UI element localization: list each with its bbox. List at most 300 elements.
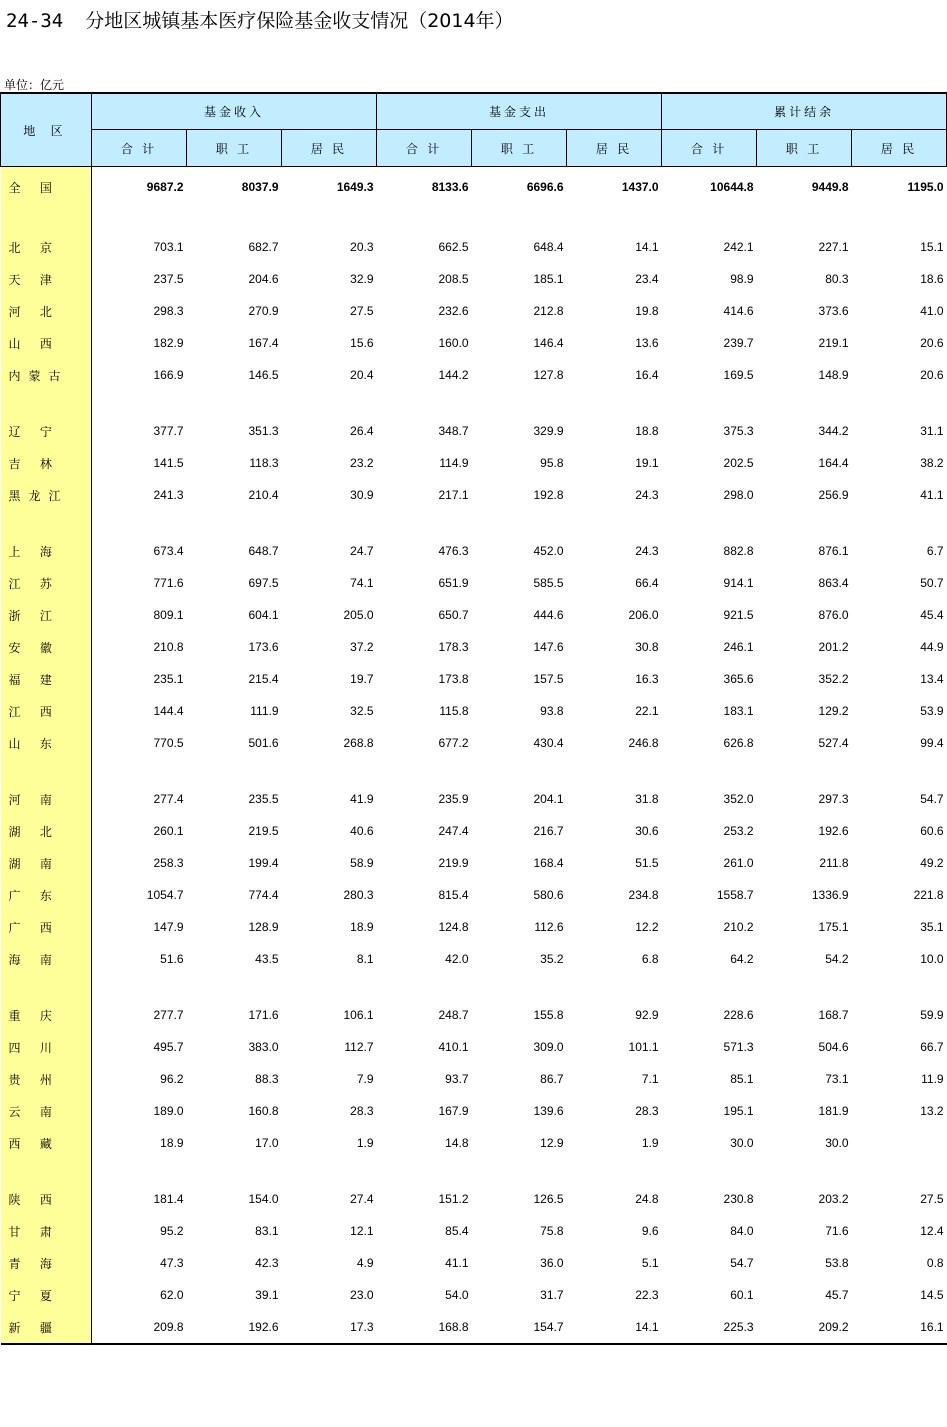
region-cell [1,207,92,231]
value-cell: 199.4 [248,856,279,870]
value-cell: 12.2 [635,920,659,934]
value-cell: 204.1 [533,792,564,806]
value-cell: 28.3 [635,1104,659,1118]
value-cell: 352.2 [818,672,849,686]
value-cell: 1558.7 [716,888,754,902]
value-cell: 23.4 [635,272,659,286]
sub-header: 合 计 [92,130,187,167]
value-cell: 192.6 [818,824,849,838]
value-cell: 651.9 [438,576,469,590]
value-cell: 146.5 [248,368,279,382]
value-cell: 112.6 [534,920,564,934]
value-cell: 54.7 [730,1256,754,1270]
table-row [1,1063,947,1095]
sub-header: 合 计 [377,130,472,167]
value-cell: 234.8 [628,888,659,902]
value-cell: 54.7 [920,792,944,806]
value-cell [852,1127,947,1159]
value-cell: 45.7 [825,1288,849,1302]
page-title [6,6,514,33]
value-cell: 50.7 [920,576,944,590]
value-cell: 35.2 [540,952,564,966]
value-cell [187,207,282,231]
table-row [1,359,947,391]
value-cell: 24.7 [350,544,374,558]
value-cell: 7.1 [641,1072,659,1086]
value-cell: 9449.8 [811,180,849,194]
region-cell: 湖 南 [1,847,92,879]
value-cell: 166.9 [153,368,184,382]
value-cell: 216.7 [533,824,564,838]
value-cell: 1437.0 [621,180,659,194]
value-cell: 39.1 [255,1288,279,1302]
value-cell: 648.7 [248,544,279,558]
value-cell: 662.5 [438,240,469,254]
value-cell [472,759,567,783]
sub-header: 居 民 [852,130,947,167]
table-number: 24-34 [6,10,64,32]
value-cell: 650.7 [438,608,469,622]
value-cell: 246.1 [723,640,754,654]
region-cell: 宁 夏 [1,1279,92,1311]
table-title: 分地区城镇基本医疗保险基金收支情况（2014年） [85,10,514,32]
value-cell [187,759,282,783]
value-cell: 41.9 [350,792,374,806]
value-cell: 6696.6 [526,180,564,194]
value-cell: 256.9 [818,488,849,502]
value-cell: 277.4 [153,792,184,806]
value-cell [662,1159,757,1183]
value-cell: 344.2 [818,424,849,438]
value-cell: 53.8 [825,1256,849,1270]
value-cell: 12.4 [920,1224,944,1238]
value-cell [757,759,852,783]
region-cell: 上 海 [1,535,92,567]
value-cell: 31.8 [635,792,659,806]
value-cell: 27.5 [350,304,374,318]
value-cell [282,759,377,783]
region-cell: 贵 州 [1,1063,92,1095]
value-cell: 227.1 [818,240,849,254]
value-cell: 75.8 [540,1224,564,1238]
value-cell: 147.6 [533,640,564,654]
value-cell: 248.7 [438,1008,469,1022]
value-cell: 501.6 [248,736,279,750]
value-cell: 30.0 [825,1136,849,1150]
region-cell: 四 川 [1,1031,92,1063]
value-cell: 167.4 [248,336,279,350]
value-cell: 17.0 [255,1136,279,1150]
value-cell: 189.0 [153,1104,184,1118]
group-header-expense: 基金支出 [377,93,662,130]
region-cell [1,391,92,415]
value-cell: 210.2 [723,920,754,934]
value-cell [377,1159,472,1183]
value-cell: 9.6 [641,1224,659,1238]
value-cell: 126.5 [533,1192,564,1206]
value-cell: 14.1 [567,1311,662,1344]
value-cell: 235.1 [153,672,184,686]
value-cell: 41.1 [445,1256,469,1270]
value-cell: 219.1 [818,336,849,350]
value-cell: 258.3 [153,856,184,870]
table-row [1,815,947,847]
value-cell [187,391,282,415]
value-cell: 1195.0 [907,180,944,194]
value-cell: 261.0 [723,856,754,870]
value-cell: 280.3 [343,888,374,902]
value-cell [852,207,947,231]
value-cell: 51.6 [160,952,184,966]
value-cell [852,975,947,999]
region-cell: 河 北 [1,295,92,327]
value-cell: 173.8 [438,672,469,686]
value-cell: 124.8 [438,920,469,934]
value-cell: 53.9 [920,704,944,718]
value-cell: 352.0 [723,792,754,806]
value-cell: 160.0 [438,336,469,350]
sub-header: 居 民 [282,130,377,167]
value-cell: 348.7 [438,424,469,438]
value-cell: 24.8 [635,1192,659,1206]
value-cell [757,391,852,415]
region-cell: 辽 宁 [1,415,92,447]
value-cell: 7.9 [356,1072,374,1086]
value-cell [662,759,757,783]
value-cell [852,391,947,415]
value-cell: 168.8 [377,1311,472,1344]
value-cell: 882.8 [723,544,754,558]
table-row [1,535,947,567]
value-cell: 127.8 [533,368,564,382]
value-cell: 62.0 [160,1288,184,1302]
table-row [1,415,947,447]
value-cell: 60.1 [730,1288,754,1302]
value-cell: 41.1 [920,488,944,502]
table-row [1,1247,947,1279]
value-cell: 88.3 [255,1072,279,1086]
value-cell: 309.0 [533,1040,564,1054]
region-cell: 浙 江 [1,599,92,631]
value-cell: 30.9 [350,488,374,502]
value-cell: 682.7 [248,240,279,254]
value-cell: 206.0 [628,608,659,622]
value-cell: 183.1 [723,704,754,718]
value-cell: 35.1 [920,920,944,934]
value-cell: 8037.9 [241,180,279,194]
value-cell: 99.4 [920,736,944,750]
value-cell: 192.8 [533,488,564,502]
spacer-row [1,975,947,999]
value-cell: 148.9 [818,368,849,382]
region-cell: 云 南 [1,1095,92,1127]
value-cell [852,759,947,783]
value-cell: 106.1 [343,1008,374,1022]
value-cell: 54.2 [825,952,849,966]
value-cell [757,975,852,999]
value-cell [377,207,472,231]
region-cell: 甘 肃 [1,1215,92,1247]
value-cell: 210.4 [248,488,279,502]
value-cell: 47.3 [160,1256,184,1270]
value-cell: 604.1 [248,608,279,622]
value-cell: 31.1 [920,424,944,438]
region-cell: 山 西 [1,327,92,359]
region-cell: 重 庆 [1,999,92,1031]
value-cell: 27.4 [350,1192,374,1206]
value-cell: 19.8 [635,304,659,318]
value-cell: 175.1 [818,920,849,934]
table-row [1,631,947,663]
region-cell: 广 东 [1,879,92,911]
value-cell: 16.1 [852,1311,947,1344]
value-cell: 144.4 [153,704,184,718]
value-cell [92,207,187,231]
value-cell: 44.9 [920,640,944,654]
value-cell: 221.8 [913,888,944,902]
value-cell: 20.6 [920,336,944,350]
value-cell: 921.5 [723,608,754,622]
value-cell [187,975,282,999]
value-cell: 30.0 [730,1136,754,1150]
value-cell: 914.1 [723,576,754,590]
value-cell: 154.7 [472,1311,567,1344]
value-cell: 23.0 [350,1288,374,1302]
value-cell: 85.4 [445,1224,469,1238]
value-cell: 182.9 [153,336,184,350]
value-cell: 268.8 [343,736,374,750]
value-cell: 54.0 [445,1288,469,1302]
value-cell: 168.4 [533,856,564,870]
region-cell: 广 西 [1,911,92,943]
unit-label: 单位：亿元 [4,78,65,92]
value-cell: 270.9 [248,304,279,318]
spacer-row [1,391,947,415]
table-row [1,783,947,815]
value-cell: 571.3 [723,1040,754,1054]
value-cell: 373.6 [818,304,849,318]
value-cell: 30.8 [635,640,659,654]
value-cell: 20.3 [350,240,374,254]
value-cell: 30.6 [635,824,659,838]
value-cell [282,391,377,415]
value-cell: 876.0 [818,608,849,622]
value-cell [757,207,852,231]
value-cell: 32.5 [350,704,374,718]
value-cell: 98.9 [730,272,754,286]
table-row [1,1215,947,1247]
value-cell: 217.1 [438,488,469,502]
value-cell: 92.9 [635,1008,659,1022]
region-cell: 北 京 [1,231,92,263]
table-row [1,231,947,263]
table-row [1,327,947,359]
value-cell: 16.3 [635,672,659,686]
region-cell: 河 南 [1,783,92,815]
value-cell: 10.0 [920,952,944,966]
table-row [1,879,947,911]
table-row [1,1127,947,1159]
value-cell: 444.6 [533,608,564,622]
value-cell: 239.7 [723,336,754,350]
table-row [1,695,947,727]
value-cell: 16.4 [635,368,659,382]
value-cell: 40.6 [350,824,374,838]
value-cell [377,975,472,999]
value-cell: 1.9 [641,1136,659,1150]
sub-header: 职 工 [757,130,852,167]
table-row [1,1279,947,1311]
value-cell [282,207,377,231]
value-cell: 38.2 [920,456,944,470]
value-cell: 246.8 [628,736,659,750]
table-row [1,295,947,327]
value-cell: 192.6 [187,1311,282,1344]
value-cell: 19.1 [635,456,659,470]
value-cell: 410.1 [438,1040,469,1054]
table-row [1,447,947,479]
value-cell: 141.5 [153,456,184,470]
value-cell: 93.7 [445,1072,469,1086]
region-header: 地 区 [1,93,92,167]
value-cell: 42.0 [445,952,469,966]
value-cell: 235.9 [438,792,469,806]
value-cell: 178.3 [438,640,469,654]
value-cell [92,391,187,415]
value-cell: 4.9 [356,1256,374,1270]
value-cell: 28.3 [350,1104,374,1118]
table-row [1,1031,947,1063]
value-cell: 219.9 [438,856,469,870]
value-cell: 209.8 [92,1311,187,1344]
value-cell: 45.4 [920,608,944,622]
table-row [1,943,947,975]
value-cell: 74.1 [350,576,374,590]
group-header-balance: 累计结余 [662,93,947,130]
value-cell: 95.8 [540,456,564,470]
value-cell: 17.3 [282,1311,377,1344]
value-cell: 19.7 [350,672,374,686]
region-cell: 安 徽 [1,631,92,663]
value-cell: 235.5 [248,792,279,806]
value-cell: 139.6 [533,1104,564,1118]
value-cell: 297.3 [818,792,849,806]
value-cell: 13.2 [920,1104,944,1118]
value-cell [282,975,377,999]
value-cell: 86.7 [540,1072,564,1086]
region-cell: 陕 西 [1,1183,92,1215]
value-cell [472,207,567,231]
value-cell: 93.8 [540,704,564,718]
sub-header: 职 工 [187,130,282,167]
region-cell: 江 苏 [1,567,92,599]
value-cell [472,975,567,999]
value-cell [567,759,662,783]
value-cell: 27.5 [920,1192,944,1206]
spacer-row [1,511,947,535]
value-cell: 181.9 [818,1104,849,1118]
spacer-row [1,759,947,783]
value-cell [92,759,187,783]
value-cell [92,511,187,535]
table-row [1,599,947,631]
value-cell: 84.0 [730,1224,754,1238]
region-cell: 内蒙古 [1,359,92,391]
value-cell [757,1159,852,1183]
value-cell: 41.0 [920,304,944,318]
value-cell: 15.6 [350,336,374,350]
value-cell: 210.8 [153,640,184,654]
value-cell: 12.9 [540,1136,564,1150]
value-cell [662,391,757,415]
value-cell: 771.6 [153,576,184,590]
value-cell: 11.9 [921,1072,944,1086]
value-cell: 14.5 [920,1288,944,1302]
value-cell: 329.9 [533,424,564,438]
region-cell: 天 津 [1,263,92,295]
value-cell: 205.0 [343,608,374,622]
value-cell: 64.2 [730,952,754,966]
value-cell [92,975,187,999]
value-cell [377,759,472,783]
value-cell: 414.6 [723,304,754,318]
value-cell: 169.5 [723,368,754,382]
value-cell: 14.1 [635,240,659,254]
total-row [1,167,947,208]
value-cell [567,391,662,415]
value-cell: 770.5 [153,736,184,750]
value-cell [757,511,852,535]
value-cell: 504.6 [818,1040,849,1054]
region-cell: 黑龙江 [1,479,92,511]
value-cell [662,207,757,231]
table-row [1,1095,947,1127]
value-cell: 51.5 [635,856,659,870]
value-cell: 260.1 [153,824,184,838]
value-cell: 185.1 [533,272,564,286]
value-cell [852,511,947,535]
value-cell: 13.6 [635,336,659,350]
value-cell: 195.1 [723,1104,754,1118]
value-cell: 18.9 [160,1136,184,1150]
value-cell [472,391,567,415]
value-cell: 697.5 [248,576,279,590]
value-cell: 154.0 [248,1192,279,1206]
value-cell: 85.1 [730,1072,754,1086]
value-cell: 66.7 [920,1040,944,1054]
value-cell: 43.5 [255,952,279,966]
value-cell: 155.8 [533,1008,564,1022]
value-cell: 96.2 [160,1072,184,1086]
table-row [1,847,947,879]
value-cell: 115.8 [439,704,469,718]
region-cell: 吉 林 [1,447,92,479]
value-cell: 95.2 [160,1224,184,1238]
value-cell: 129.2 [818,704,849,718]
region-cell [1,759,92,783]
value-cell: 211.8 [819,856,849,870]
value-cell: 232.6 [438,304,469,318]
value-cell: 20.4 [350,368,374,382]
value-cell: 215.4 [248,672,279,686]
value-cell: 225.3 [662,1311,757,1344]
value-cell: 114.9 [439,456,469,470]
value-cell: 209.2 [757,1311,852,1344]
spacer-row [1,1159,947,1183]
value-cell: 73.1 [825,1072,849,1086]
value-cell [472,1159,567,1183]
value-cell: 247.4 [438,824,469,838]
